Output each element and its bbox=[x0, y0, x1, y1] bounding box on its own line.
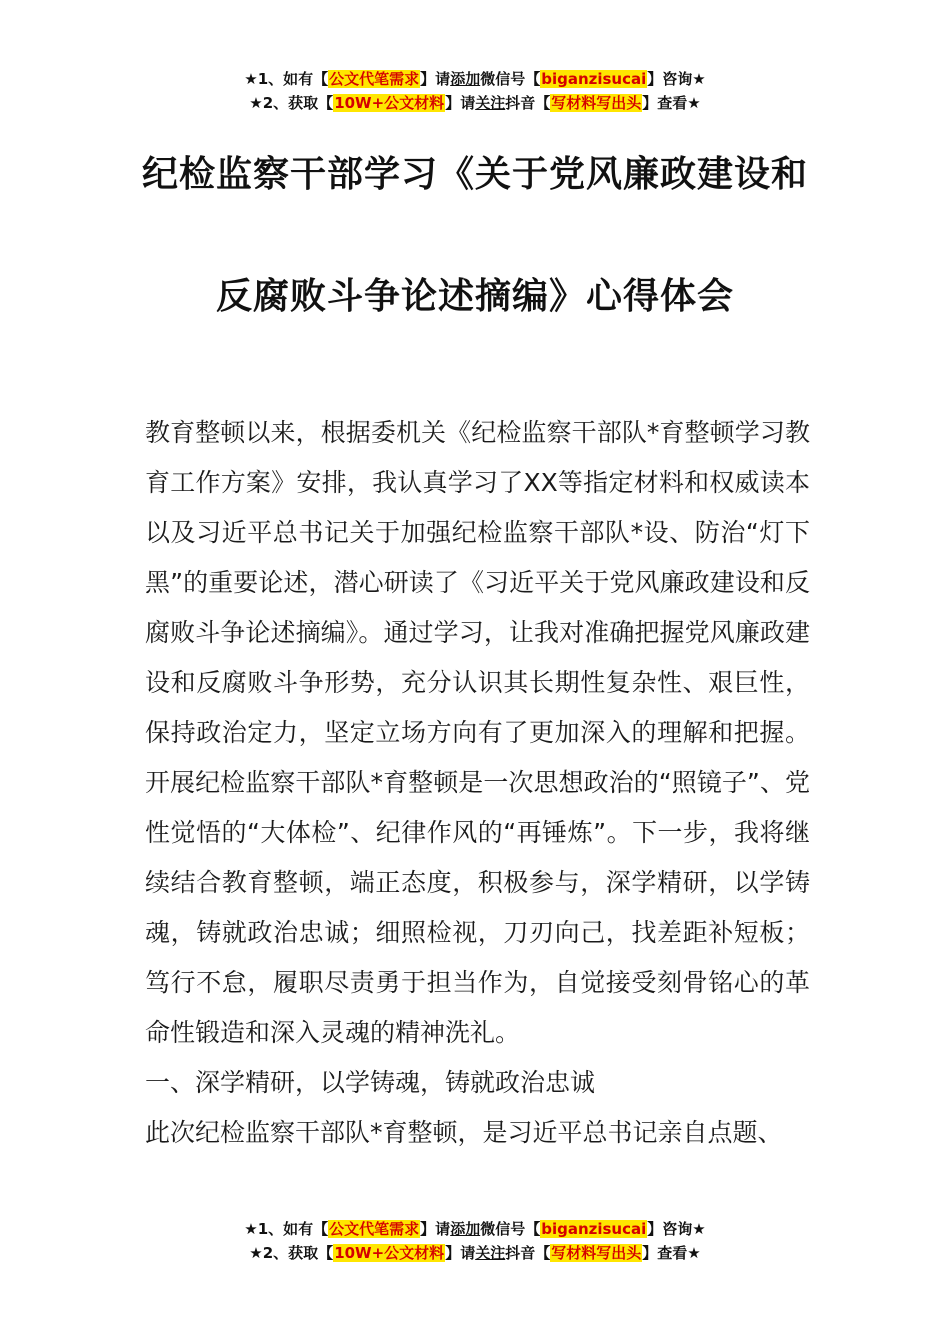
document-body bbox=[145, 408, 810, 1158]
douyin-id: 写材料写出头 bbox=[551, 94, 642, 112]
wechat-id: biganzisucai bbox=[541, 70, 647, 88]
highlight-text: 公文代笔需求 bbox=[329, 70, 420, 88]
banner-line-1: ★1、如有【公文代笔需求】请添加微信号【biganzisucai】咨询★ bbox=[244, 1220, 706, 1238]
highlight-text: 公文代笔需求 bbox=[329, 1220, 420, 1238]
paragraph: 教育整顿以来，根据委机关《纪检监察干部队*育整顿学习教育工作方案》安排，我认真学习了XX等指定材料和权威读本以及习近平总书记关于加强纪检监察干部队*设、防治“灯下黑”的重要论述，潜心研读了《习近平关于党风廉政建设和反腐败斗争论述摘编》。通过学习，让我对准确把握党风廉政建设和反腐败斗争形势，充分认识其长期性复杂性、艰巨性，保持政治定力，坚定立场方向有了更加深入的理解和把握。开展纪检监察干部队*育整顿是一次思想政治的“照镜子”、党性觉悟的“大体检”、纪律作风的“再锤炼”。下一步，我将继续结合教育整顿，端正态度，积极参与，深学精研，以学铸魂，铸就政治忠诚；细照检视，刀刃向己，找差距补短板；笃行不怠，履职尽责勇于担当作为，自觉接受刻骨铭心的革命性锻造和深入灵魂的精神洗礼。 bbox=[145, 418, 810, 1047]
paragraph: 此次纪检监察干部队*育整顿，是习近平总书记亲自点题、 bbox=[145, 1118, 783, 1147]
header-banner bbox=[0, 67, 950, 115]
highlight-text: 10W+公文材料 bbox=[334, 94, 445, 112]
document-title-line-1: 纪检监察干部学习《关于党风廉政建设和 bbox=[141, 154, 808, 195]
douyin-id: 写材料写出头 bbox=[551, 1244, 642, 1262]
footer-banner bbox=[0, 1217, 950, 1265]
banner-line-2: ★2、获取【10W+公文材料】请关注抖音【写材料写出头】查看★ bbox=[249, 94, 701, 112]
highlight-text: 10W+公文材料 bbox=[334, 1244, 445, 1262]
wechat-id: biganzisucai bbox=[541, 1220, 647, 1238]
banner-line-1: ★1、如有【公文代笔需求】请添加微信号【biganzisucai】咨询★ bbox=[244, 70, 706, 88]
document-title-line-2: 反腐败斗争论述摘编》心得体会 bbox=[215, 276, 734, 317]
banner-line-2: ★2、获取【10W+公文材料】请关注抖音【写材料写出头】查看★ bbox=[249, 1244, 701, 1262]
section-heading: 一、深学精研，以学铸魂，铸就政治忠诚 bbox=[145, 1068, 596, 1097]
